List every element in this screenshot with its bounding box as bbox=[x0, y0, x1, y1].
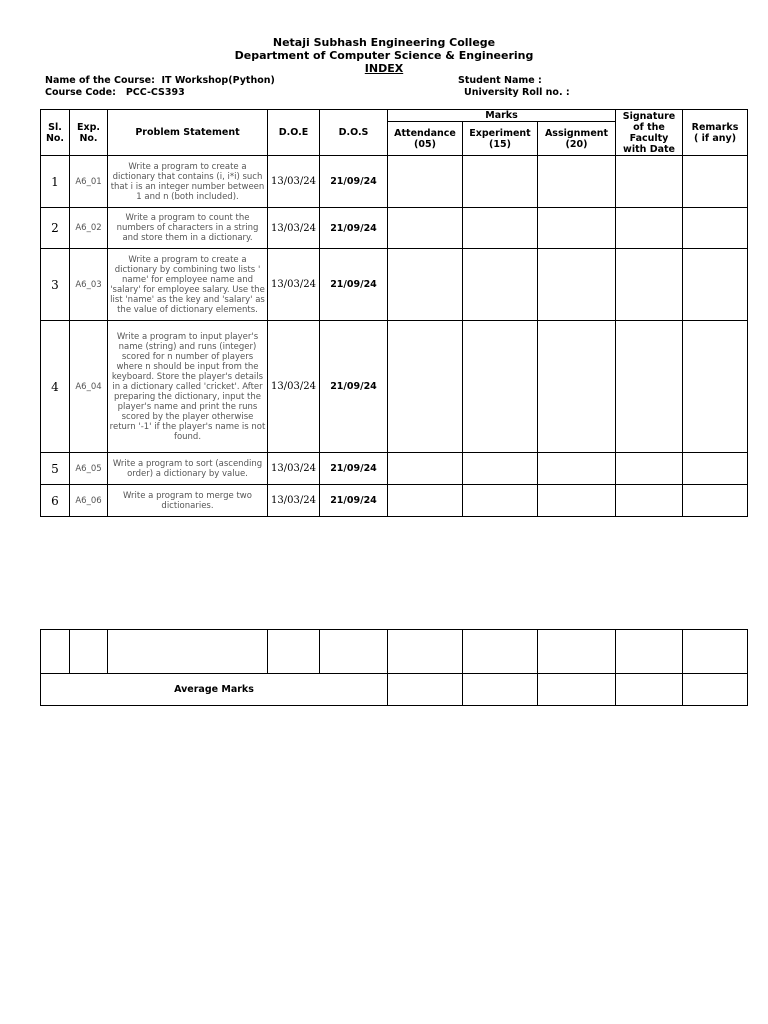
problem-statement-cell: Write a program to create a dictionary that contains (i, i*i) such that i is an integer number between 1 and n (both included). bbox=[108, 156, 268, 208]
college-name: Netaji Subhash Engineering College bbox=[272, 36, 496, 49]
problem-statement-cell: Write a program to merge two dictionaries. bbox=[108, 485, 268, 517]
dos-cell: 21/09/24 bbox=[320, 156, 388, 208]
average-marks-label: Average Marks bbox=[41, 674, 388, 706]
doe-cell[interactable] bbox=[268, 630, 320, 674]
experiment-cell[interactable] bbox=[463, 249, 538, 321]
col-header-remarks: Remarks ( if any) bbox=[683, 110, 748, 156]
assignment-cell[interactable] bbox=[538, 208, 616, 249]
col-header-experiment: Experiment (15) bbox=[463, 122, 538, 156]
problem-statement-cell: Write a program to create a dictionary by combining two lists ' name' for employee name and 'salary' for employee salary. Use the list 'name' as the key and 'salary' as the value of dictionary elements. bbox=[108, 249, 268, 321]
table-row bbox=[41, 485, 748, 517]
doe-cell: 13/03/24 bbox=[268, 485, 320, 517]
assignment-cell[interactable] bbox=[538, 321, 616, 453]
table-row bbox=[41, 321, 748, 453]
assignment-cell[interactable] bbox=[538, 485, 616, 517]
average-remarks-cell[interactable] bbox=[683, 674, 748, 706]
sl-no-cell: 1 bbox=[41, 156, 70, 208]
average-attendance-cell[interactable] bbox=[388, 674, 463, 706]
experiment-cell[interactable] bbox=[463, 321, 538, 453]
sl-no-cell: 6 bbox=[41, 485, 70, 517]
attendance-cell[interactable] bbox=[388, 208, 463, 249]
table-row bbox=[41, 453, 748, 485]
index-title: INDEX bbox=[364, 62, 404, 75]
doe-cell: 13/03/24 bbox=[268, 208, 320, 249]
signature-cell[interactable] bbox=[616, 321, 683, 453]
average-assignment-cell[interactable] bbox=[538, 674, 616, 706]
sl-no-cell: 5 bbox=[41, 453, 70, 485]
average-marks-row bbox=[41, 674, 748, 706]
attendance-cell[interactable] bbox=[388, 485, 463, 517]
index-table bbox=[40, 109, 748, 517]
col-header-dos: D.O.S bbox=[320, 110, 388, 156]
department-name: Department of Computer Science & Engineering bbox=[234, 49, 534, 62]
exp-no-cell: A6_02 bbox=[70, 208, 108, 249]
remarks-cell[interactable] bbox=[683, 630, 748, 674]
dos-cell: 21/09/24 bbox=[320, 321, 388, 453]
exp-no-cell: A6_01 bbox=[70, 156, 108, 208]
dos-cell: 21/09/24 bbox=[320, 453, 388, 485]
table-row bbox=[41, 249, 748, 321]
course-name: Name of the Course: IT Workshop(Python) bbox=[45, 75, 275, 86]
exp-no-cell: A6_05 bbox=[70, 453, 108, 485]
signature-cell[interactable] bbox=[616, 453, 683, 485]
attendance-cell[interactable] bbox=[388, 249, 463, 321]
exp-no-cell: A6_06 bbox=[70, 485, 108, 517]
attendance-cell[interactable] bbox=[388, 453, 463, 485]
experiment-cell[interactable] bbox=[463, 630, 538, 674]
remarks-cell[interactable] bbox=[683, 321, 748, 453]
remarks-cell[interactable] bbox=[683, 156, 748, 208]
doe-cell: 13/03/24 bbox=[268, 156, 320, 208]
signature-cell[interactable] bbox=[616, 249, 683, 321]
roll-no-label: University Roll no. : bbox=[464, 87, 570, 98]
sl-no-cell: 3 bbox=[41, 249, 70, 321]
doe-cell: 13/03/24 bbox=[268, 321, 320, 453]
dos-cell: 21/09/24 bbox=[320, 485, 388, 517]
average-table bbox=[40, 629, 748, 706]
dos-cell: 21/09/24 bbox=[320, 249, 388, 321]
col-header-signature: Signature of the Faculty with Date bbox=[616, 110, 683, 156]
col-header-marks: Marks bbox=[388, 110, 616, 122]
experiment-cell[interactable] bbox=[463, 453, 538, 485]
signature-cell[interactable] bbox=[616, 156, 683, 208]
problem-statement-cell[interactable] bbox=[108, 630, 268, 674]
sl-no-cell: 4 bbox=[41, 321, 70, 453]
experiment-cell[interactable] bbox=[463, 156, 538, 208]
dos-cell[interactable] bbox=[320, 630, 388, 674]
doe-cell: 13/03/24 bbox=[268, 249, 320, 321]
problem-statement-cell: Write a program to count the numbers of characters in a string and store them in a dictionary. bbox=[108, 208, 268, 249]
student-name-label: Student Name : bbox=[458, 75, 542, 86]
average-experiment-cell[interactable] bbox=[463, 674, 538, 706]
signature-cell[interactable] bbox=[616, 630, 683, 674]
remarks-cell[interactable] bbox=[683, 485, 748, 517]
average-signature-cell[interactable] bbox=[616, 674, 683, 706]
table-row bbox=[41, 156, 748, 208]
assignment-cell[interactable] bbox=[538, 249, 616, 321]
attendance-cell[interactable] bbox=[388, 630, 463, 674]
sl-no-cell[interactable] bbox=[41, 630, 70, 674]
remarks-cell[interactable] bbox=[683, 249, 748, 321]
signature-cell[interactable] bbox=[616, 208, 683, 249]
exp-no-cell[interactable] bbox=[70, 630, 108, 674]
col-header-exp-no: Exp. No. bbox=[70, 110, 108, 156]
course-code: Course Code: PCC-CS393 bbox=[45, 87, 185, 98]
problem-statement-cell: Write a program to input player's name (string) and runs (integer) scored for n number of players where n should be input from the keyboard. Store the player's details in a dictionary called 'cricket'. After preparing the dictionary, input the player's name and print the runs scored by the player otherwise return '-1' if the player's name is not found. bbox=[108, 321, 268, 453]
assignment-cell[interactable] bbox=[538, 453, 616, 485]
experiment-cell[interactable] bbox=[463, 208, 538, 249]
attendance-cell[interactable] bbox=[388, 321, 463, 453]
attendance-cell[interactable] bbox=[388, 156, 463, 208]
remarks-cell[interactable] bbox=[683, 453, 748, 485]
col-header-assignment: Assignment (20) bbox=[538, 122, 616, 156]
exp-no-cell: A6_03 bbox=[70, 249, 108, 321]
remarks-cell[interactable] bbox=[683, 208, 748, 249]
problem-statement-cell: Write a program to sort (ascending order) a dictionary by value. bbox=[108, 453, 268, 485]
col-header-attendance: Attendance (05) bbox=[388, 122, 463, 156]
col-header-sl-no: Sl. No. bbox=[41, 110, 70, 156]
sl-no-cell: 2 bbox=[41, 208, 70, 249]
dos-cell: 21/09/24 bbox=[320, 208, 388, 249]
signature-cell[interactable] bbox=[616, 485, 683, 517]
table-row bbox=[41, 208, 748, 249]
col-header-problem: Problem Statement bbox=[108, 110, 268, 156]
assignment-cell[interactable] bbox=[538, 630, 616, 674]
doe-cell: 13/03/24 bbox=[268, 453, 320, 485]
table-row bbox=[41, 630, 748, 674]
col-header-doe: D.O.E bbox=[268, 110, 320, 156]
assignment-cell[interactable] bbox=[538, 156, 616, 208]
experiment-cell[interactable] bbox=[463, 485, 538, 517]
exp-no-cell: A6_04 bbox=[70, 321, 108, 453]
